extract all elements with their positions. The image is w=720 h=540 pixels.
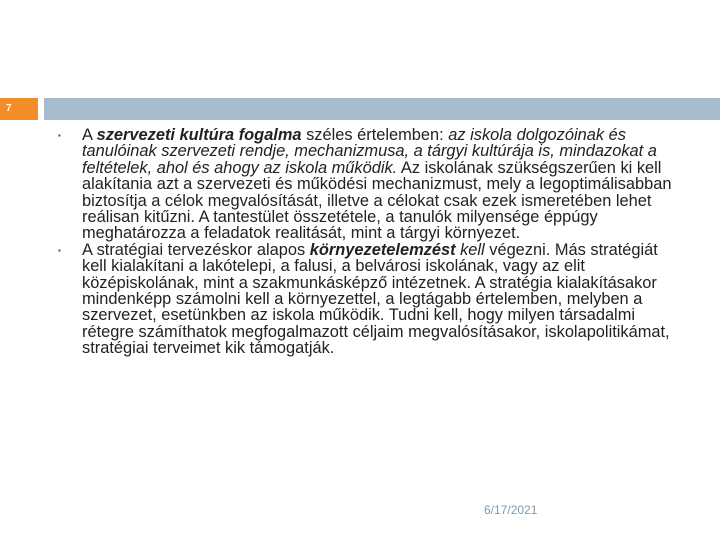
bullet-marker-icon: ▪ [58, 245, 61, 255]
definition-text: az iskola dolgozóinak és tanulóinak szervezeti rendje, mechanizmusa, a tárgyi kultúrája is, mindazokat a feltételek, ahol és ahogy az iskola működik. [82, 126, 657, 177]
header-bar [44, 98, 720, 120]
bullet-marker-icon: ▪ [58, 131, 61, 140]
text-segment: A [82, 126, 97, 144]
bullet-text [82, 241, 670, 357]
text-segment: Az iskolának szükségszerűen ki kell alakítania azt a szervezeti és működési mechanizmust, mely a legoptimálisabban biztosítja a célok megvalósítását, illetve a célokat csak ezek ismeretében lehet reálisan kitűzni. A tantestület összetétele, a tanulók milyensége éppúgy meghatározza a feladatok realitását, mint a tárgyi környezet. [82, 158, 672, 243]
text-segment: A stratégiai tervezéskor alapos [82, 240, 310, 259]
term-kornyezetelemzes: környezetelemzést [309, 240, 456, 259]
bullet-item-2 [58, 242, 686, 357]
bullet-text [82, 126, 671, 242]
term-szervezeti-kultura: szervezeti kultúra fogalma [96, 126, 302, 144]
text-segment: széles értelemben: [301, 126, 449, 144]
slide-content [58, 127, 686, 357]
slide-date: 6/17/2021 [484, 503, 538, 517]
bullet-item-1 [58, 127, 686, 242]
text-segment: végezni. Más stratégiát kell kialakítani a lakótelepi, a falusi, a belvárosi iskolának, vagy az elit középiskolának, mint a szakmunkásképző intézetnek. A stratégia kialakításakor mindenképp számolni kell a környezettel, a legtágabb értelemben, melyben a szervezet, esetünkben az iskola működik. Tudni kell, hogy milyen társadalmi rétegre számíthatok megfogalmazott céljaim megvalósításakor, iskolapolitikámat, stratégiai terveimet kik támogatják. [82, 240, 670, 358]
emphasis-kell: kell [460, 240, 485, 259]
slide-number: 7 [0, 98, 38, 120]
